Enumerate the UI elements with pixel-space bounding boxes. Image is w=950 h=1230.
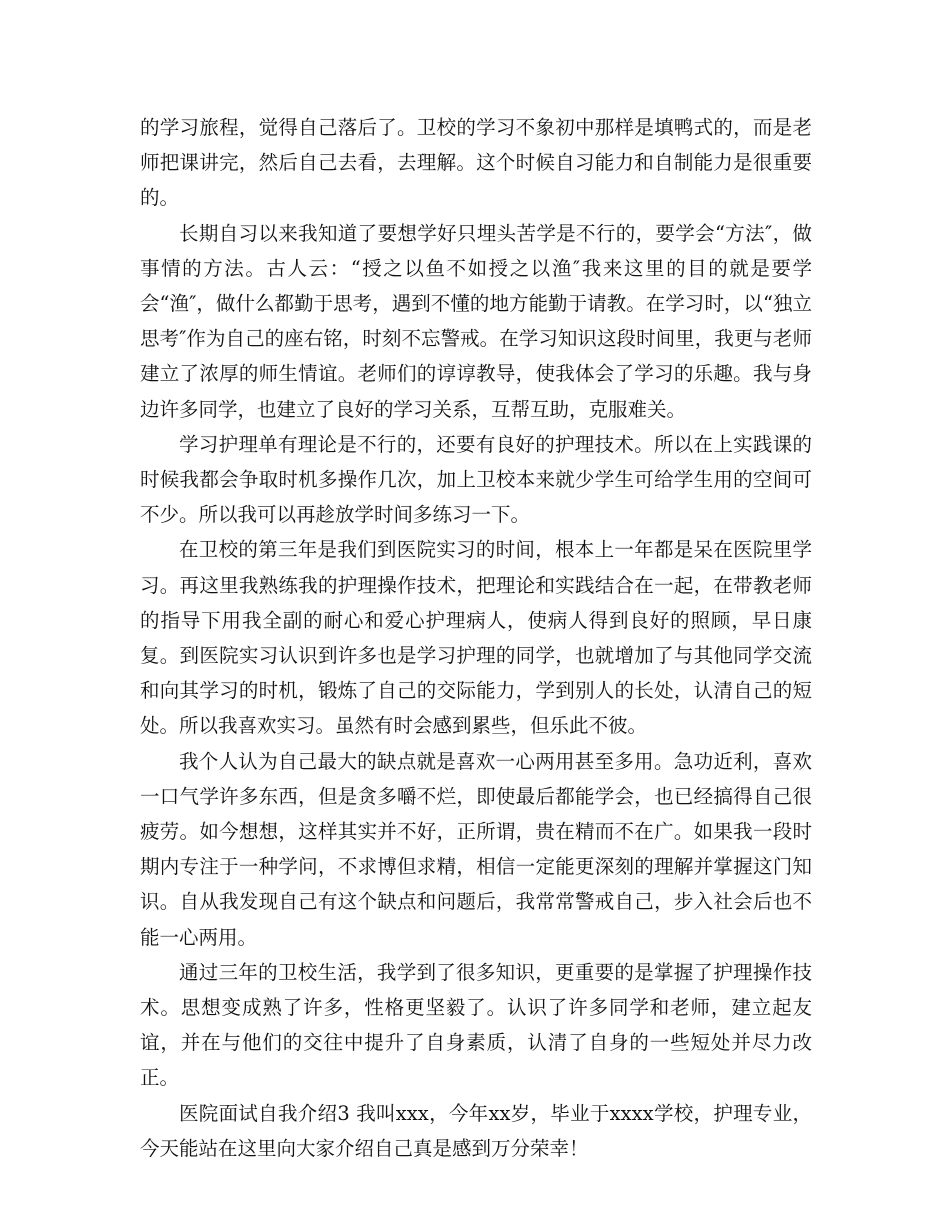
paragraph-7: 医院面试自我介绍3 我叫xxx，今年xx岁，毕业于xxxx学校，护理专业，今天能站在这里向大家介绍自己真是感到万分荣幸！ [140,1101,812,1160]
paragraph-1: 的学习旅程，觉得自己落后了。卫校的学习不象初中那样是填鸭式的，而是老师把课讲完，然后自己去看，去理解。这个时候自习能力和自制能力是很重要的。 [140,116,812,210]
paragraph-6: 通过三年的卫校生活，我学到了很多知识，更重要的是掌握了护理操作技术。思想变成熟了许多，性格更坚毅了。认识了许多同学和老师，建立起友谊，并在与他们的交往中提升了自身素质，认清了自身的一些短处并尽力改正。 [140,960,812,1090]
paragraph-5: 我个人认为自己最大的缺点就是喜欢一心两用甚至多用。急功近利，喜欢一口气学许多东西，但是贪多嚼不烂，即使最后都能学会，也已经搞得自己很疲劳。如今想想，这样其实并不好，正所谓，贵在精而不在广。如果我一段时期内专注于一种学问，不求博但求精，相信一定能更深刻的理解并掌握这门知识。自从我发现自己有这个缺点和问题后，我常常警戒自己，步入社会后也不能一心两用。 [140,749,812,949]
document-body [140,110,812,1166]
paragraph-2: 长期自习以来我知道了要想学好只埋头苦学是不行的，要学会“方法″，做事情的方法。古人云：“授之以鱼不如授之以渔″我来这里的目的就是要学会“渔″，做什么都勤于思考，遇到不懂的地方能勤于请教。在学习时，以“独立思考″作为自己的座右铭，时刻不忘警戒。在学习知识这段时间里，我更与老师建立了浓厚的师生情谊。老师们的谆谆教导，使我体会了学习的乐趣。我与身边许多同学，也建立了良好的学习关系，互帮互助，克服难关。 [140,221,812,421]
paragraph-4: 在卫校的第三年是我们到医院实习的时间，根本上一年都是呆在医院里学习。再这里我熟练我的护理操作技术，把理论和实践结合在一起，在带教老师的指导下用我全副的耐心和爱心护理病人，使病人得到良好的照顾，早日康复。到医院实习认识到许多也是学习护理的同学，也就增加了与其他同学交流和向其学习的时机，锻炼了自己的交际能力，学到别人的长处，认清自己的短处。所以我喜欢实习。虽然有时会感到累些，但乐此不彼。 [140,538,812,738]
paragraph-3: 学习护理单有理论是不行的，还要有良好的护理技术。所以在上实践课的时候我都会争取时机多操作几次，加上卫校本来就少学生可给学生用的空间可不少。所以我可以再趁放学时间多练习一下。 [140,432,812,527]
